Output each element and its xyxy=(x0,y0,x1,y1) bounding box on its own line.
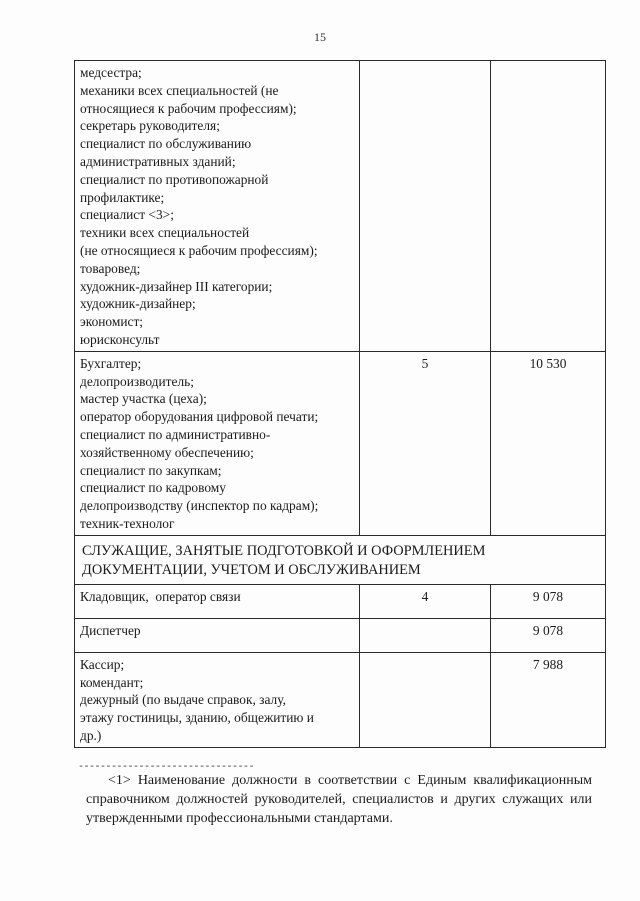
qualification-level-cell xyxy=(360,652,491,747)
table-row xyxy=(75,618,606,652)
position-line: делопроизводитель; xyxy=(80,373,194,389)
table-row xyxy=(75,584,606,618)
position-line: товаровед; xyxy=(80,260,141,276)
position-line: хозяйственному обеспечению; xyxy=(80,444,254,460)
position-line: комендант; xyxy=(80,674,144,690)
position-line: медсестра; xyxy=(80,65,142,80)
section-heading xyxy=(75,535,606,584)
qualification-level-cell: 5 xyxy=(360,351,491,535)
positions-cell xyxy=(75,61,360,352)
positions-cell xyxy=(75,652,360,747)
position-line: делопроизводству (инспектор по кадрам); xyxy=(80,498,319,514)
position-line: Бухгалтер; xyxy=(80,355,142,371)
position-line: Кладовщик, оператор связи xyxy=(80,588,241,604)
page-number: 15 xyxy=(314,30,326,44)
positions-cell xyxy=(75,351,360,535)
position-line: оператор оборудования цифровой печати; xyxy=(80,409,319,425)
position-line: профилактике; xyxy=(80,189,165,205)
position-line: специалист <3>; xyxy=(80,207,174,223)
position-line: специалист по обслуживанию xyxy=(80,136,252,152)
table-row xyxy=(75,652,606,747)
salary-cell: 9 078 xyxy=(491,584,606,618)
position-line: художник-дизайнер III категории; xyxy=(80,278,273,294)
salary-cell: 10 530 xyxy=(491,351,606,535)
position-line: специалист по противопожарной xyxy=(80,171,269,187)
position-line: юрисконсульт xyxy=(80,331,160,347)
position-line: специалист по кадровому xyxy=(80,480,226,496)
qualification-level-cell: 4 xyxy=(360,584,491,618)
position-line: специалист по закупкам; xyxy=(80,462,222,478)
position-line: этажу гостиницы, зданию, общежитию и xyxy=(80,710,314,726)
position-line: административных зданий; xyxy=(80,153,236,169)
position-line: механики всех специальностей (не xyxy=(80,82,279,98)
positions-cell xyxy=(75,618,360,652)
position-line: Кассир; xyxy=(80,656,125,672)
position-line: мастер участка (цеха); xyxy=(80,391,207,407)
position-line: относящиеся к рабочим профессиям); xyxy=(80,100,297,116)
position-line: (не относящиеся к рабочим профессиям); xyxy=(80,242,318,258)
position-line: художник-дизайнер; xyxy=(80,296,196,312)
section-heading-line: СЛУЖАЩИЕ, ЗАНЯТЫЕ ПОДГОТОВКОЙ И ОФОРМЛЕНИЕМ xyxy=(82,542,486,559)
position-line: экономист; xyxy=(80,314,144,330)
position-line: Диспетчер xyxy=(80,622,141,638)
footnote-separator: -------------------------------- xyxy=(78,762,255,773)
position-line: техники всех специальностей xyxy=(80,225,250,241)
positions-cell xyxy=(75,584,360,618)
position-line: секретарь руководителя; xyxy=(80,118,220,134)
section-header-row xyxy=(75,535,606,584)
table-row xyxy=(75,61,606,352)
footnote-text: <1> Наименование должности в соответствии с Единым квалификационным справочником должностей руководителей, специалистов и других служащих или утвержденными профессиональными стандартами. xyxy=(86,773,592,826)
salary-cell: 9 078 xyxy=(491,618,606,652)
qualification-level-cell xyxy=(360,61,491,352)
section-heading-line: ДОКУМЕНТАЦИИ, УЧЕТОМ И ОБСЛУЖИВАНИЕМ xyxy=(82,561,421,578)
position-line: техник-технолог xyxy=(80,515,175,531)
salary-cell: 7 988 xyxy=(491,652,606,747)
table-row xyxy=(75,351,606,535)
position-line: специалист по административно- xyxy=(80,426,271,442)
positions-table xyxy=(74,60,606,748)
qualification-level-cell xyxy=(360,618,491,652)
position-line: др.) xyxy=(80,727,102,743)
salary-cell xyxy=(491,61,606,352)
position-line: дежурный (по выдаче справок, залу, xyxy=(80,692,286,708)
